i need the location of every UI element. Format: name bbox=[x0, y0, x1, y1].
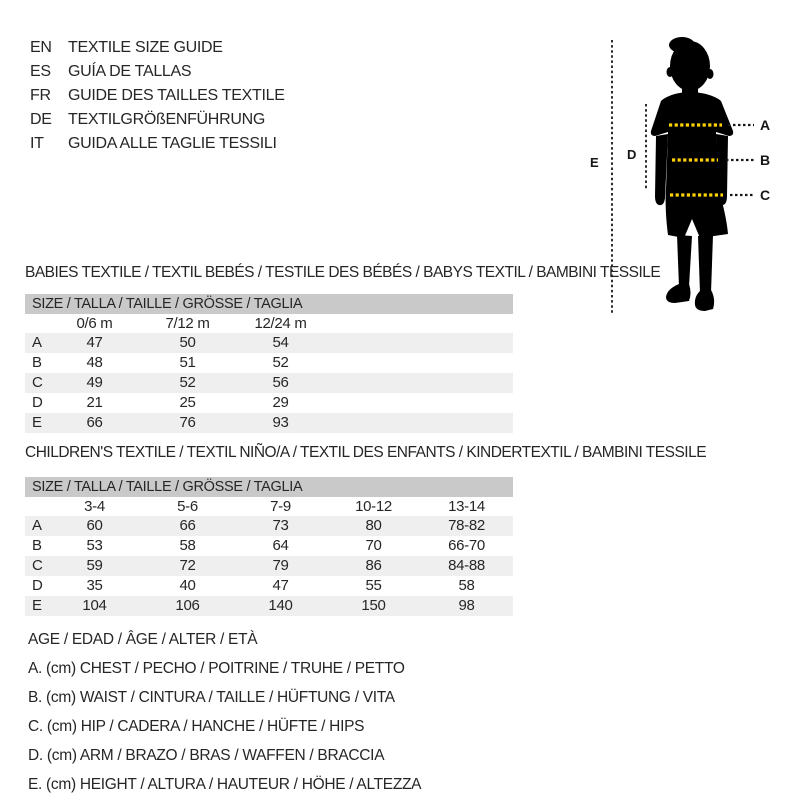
column-header: 12/24 m bbox=[254, 315, 307, 332]
cell-value: 80 bbox=[365, 517, 382, 534]
table-row bbox=[25, 556, 513, 576]
row-label: E bbox=[32, 414, 42, 431]
table-row bbox=[25, 373, 513, 393]
column-header: 0/6 m bbox=[76, 315, 113, 332]
cell-value: 104 bbox=[82, 597, 107, 614]
language-row bbox=[30, 132, 285, 156]
cell-value: 72 bbox=[179, 557, 196, 574]
cell-value: 86 bbox=[365, 557, 382, 574]
legend-line-age: AGE / EDAD / ÂGE / ALTER / ETÀ bbox=[28, 631, 258, 648]
language-row bbox=[30, 36, 285, 60]
row-label: A bbox=[32, 517, 42, 534]
cell-value: 66 bbox=[179, 517, 196, 534]
cell-value: 35 bbox=[86, 577, 103, 594]
legend-line-height: E. (cm) HEIGHT / ALTURA / HAUTEUR / HÖHE / ALTEZZA bbox=[28, 776, 422, 793]
row-label: B bbox=[32, 354, 42, 371]
cell-value: 53 bbox=[86, 537, 103, 554]
table-body bbox=[25, 516, 513, 616]
language-row bbox=[30, 60, 285, 84]
cell-value: 66-70 bbox=[448, 537, 485, 554]
babies-size-table bbox=[25, 294, 513, 433]
language-title-list bbox=[30, 36, 285, 156]
column-header: 7/12 m bbox=[165, 315, 210, 332]
cell-value: 59 bbox=[86, 557, 103, 574]
row-label: A bbox=[32, 334, 42, 351]
measure-label-c: C bbox=[760, 187, 770, 203]
cell-value: 73 bbox=[272, 517, 289, 534]
language-code: ES bbox=[30, 63, 51, 80]
cell-value: 47 bbox=[272, 577, 289, 594]
column-header: 5-6 bbox=[177, 498, 198, 515]
table-row bbox=[25, 353, 513, 373]
column-header-row bbox=[25, 314, 513, 333]
child-silhouette bbox=[651, 37, 733, 311]
cell-value: 84-88 bbox=[448, 557, 485, 574]
cell-value: 21 bbox=[86, 394, 103, 411]
column-header: 10-12 bbox=[355, 498, 392, 515]
cell-value: 140 bbox=[268, 597, 293, 614]
measure-label-d: D bbox=[627, 147, 637, 162]
table-row bbox=[25, 596, 513, 616]
language-row bbox=[30, 108, 285, 132]
cell-value: 40 bbox=[179, 577, 196, 594]
legend-line-hip: C. (cm) HIP / CADERA / HANCHE / HÜFTE / HIPS bbox=[28, 718, 365, 735]
legend-line-chest: A. (cm) CHEST / PECHO / POITRINE / TRUHE / PETTO bbox=[28, 660, 405, 677]
language-title: TEXTILE SIZE GUIDE bbox=[68, 39, 223, 56]
column-header: 3-4 bbox=[84, 498, 105, 515]
cell-value: 48 bbox=[86, 354, 103, 371]
cell-value: 50 bbox=[179, 334, 196, 351]
measurement-legend bbox=[28, 625, 421, 799]
row-label: B bbox=[32, 537, 42, 554]
cell-value: 58 bbox=[458, 577, 475, 594]
language-title: GUÍA DE TALLAS bbox=[68, 63, 192, 80]
cell-value: 58 bbox=[179, 537, 196, 554]
children-section-title: CHILDREN'S TEXTILE / TEXTIL NIÑO/A / TEXTIL DES ENFANTS / KINDERTEXTIL / BAMBINI TESSILE bbox=[25, 444, 707, 461]
cell-value: 64 bbox=[272, 537, 289, 554]
children-size-table bbox=[25, 477, 513, 616]
column-header: 7-9 bbox=[270, 498, 291, 515]
language-code: DE bbox=[30, 111, 52, 128]
babies-section-title: BABIES TEXTILE / TEXTIL BEBÉS / TESTILE DES BÉBÉS / BABYS TEXTIL / BAMBINI TESSILE bbox=[25, 264, 661, 281]
language-row bbox=[30, 84, 285, 108]
row-label: E bbox=[32, 597, 42, 614]
cell-value: 52 bbox=[272, 354, 289, 371]
cell-value: 54 bbox=[272, 334, 289, 351]
column-spacer bbox=[25, 497, 48, 516]
table-row bbox=[25, 333, 513, 353]
cell-value: 47 bbox=[86, 334, 103, 351]
row-label: D bbox=[32, 577, 43, 594]
legend-line-waist: B. (cm) WAIST / CINTURA / TAILLE / HÜFTUNG / VITA bbox=[28, 689, 395, 706]
cell-value: 60 bbox=[86, 517, 103, 534]
row-label: C bbox=[32, 374, 43, 391]
row-label: D bbox=[32, 394, 43, 411]
table-row bbox=[25, 413, 513, 433]
language-code: FR bbox=[30, 87, 51, 104]
table-header-bar: SIZE / TALLA / TAILLE / GRÖSSE / TAGLIA bbox=[25, 477, 513, 497]
cell-value: 49 bbox=[86, 374, 103, 391]
column-spacer bbox=[25, 314, 48, 333]
column-header: 13-14 bbox=[448, 498, 485, 515]
cell-value: 79 bbox=[272, 557, 289, 574]
cell-value: 98 bbox=[458, 597, 475, 614]
language-title: GUIDE DES TAILLES TEXTILE bbox=[68, 87, 285, 104]
cell-value: 106 bbox=[175, 597, 200, 614]
language-code: IT bbox=[30, 135, 44, 152]
measure-label-b: B bbox=[760, 152, 770, 168]
cell-value: 66 bbox=[86, 414, 103, 431]
column-header-row bbox=[25, 497, 513, 516]
cell-value: 76 bbox=[179, 414, 196, 431]
table-row bbox=[25, 576, 513, 596]
cell-value: 55 bbox=[365, 577, 382, 594]
measure-label-e: E bbox=[590, 155, 599, 170]
cell-value: 51 bbox=[179, 354, 196, 371]
cell-value: 25 bbox=[179, 394, 196, 411]
measure-label-a: A bbox=[760, 117, 770, 133]
cell-value: 70 bbox=[365, 537, 382, 554]
language-title: GUIDA ALLE TAGLIE TESSILI bbox=[68, 135, 277, 152]
table-header-bar: SIZE / TALLA / TAILLE / GRÖSSE / TAGLIA bbox=[25, 294, 513, 314]
language-code: EN bbox=[30, 39, 52, 56]
cell-value: 56 bbox=[272, 374, 289, 391]
cell-value: 93 bbox=[272, 414, 289, 431]
cell-value: 29 bbox=[272, 394, 289, 411]
cell-value: 78-82 bbox=[448, 517, 485, 534]
table-row bbox=[25, 393, 513, 413]
table-body bbox=[25, 333, 513, 433]
legend-line-arm: D. (cm) ARM / BRAZO / BRAS / WAFFEN / BRACCIA bbox=[28, 747, 385, 764]
row-label: C bbox=[32, 557, 43, 574]
table-row bbox=[25, 516, 513, 536]
cell-value: 52 bbox=[179, 374, 196, 391]
language-title: TEXTILGRÖßENFÜHRUNG bbox=[68, 111, 265, 128]
cell-value: 150 bbox=[361, 597, 386, 614]
table-row bbox=[25, 536, 513, 556]
